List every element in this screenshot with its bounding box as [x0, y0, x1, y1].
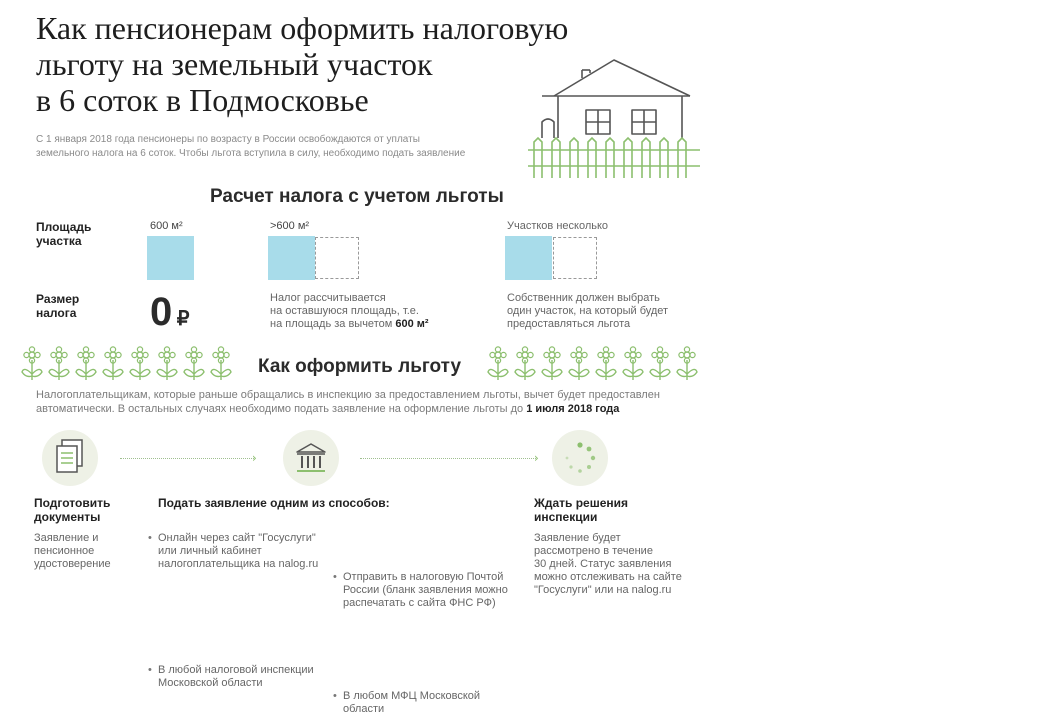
flow-connector-1	[120, 458, 254, 459]
col2-extra-area-dashed	[315, 237, 359, 279]
col2-area: >600 м²	[270, 220, 310, 232]
how-intro-line-2	[36, 402, 696, 416]
option-inspection-line-2: Московской области	[158, 677, 263, 689]
step3-text-line-2: рассмотрено в течение	[534, 545, 653, 557]
step1-title-line-2: документы	[34, 510, 101, 524]
col3-plot-square	[505, 236, 552, 280]
tax-label	[36, 292, 79, 320]
documents-icon	[54, 438, 86, 478]
col2-text-prefix: на площадь за вычетом	[270, 318, 396, 330]
option-post-line-3: распечатать с сайта ФНС РФ)	[343, 597, 496, 609]
step3-text-line-1: Заявление будет	[534, 532, 621, 544]
area-label-line-1: Площадь	[36, 220, 92, 234]
step1-title	[34, 496, 110, 524]
tax-zero-value: 0	[150, 290, 173, 334]
step2-option-inspection	[148, 664, 862, 690]
step3-title-line-1: Ждать решения	[534, 496, 629, 510]
how-section-title: Как оформить льготу	[258, 356, 462, 377]
col1-plot-square	[147, 236, 194, 280]
step3-text	[534, 532, 682, 597]
ruble-sign: ₽	[176, 308, 190, 330]
col2-text-line-2: на оставшуюся площадь, т.е.	[270, 305, 419, 317]
col3-text-line-2: один участок, на который будет	[507, 305, 669, 317]
flow-connector-2	[360, 458, 536, 459]
step3-title-line-2: инспекции	[534, 510, 598, 524]
col2-text-line-1: Налог рассчитывается	[270, 292, 386, 304]
arrow-right-icon: ›	[252, 451, 257, 465]
flower-icon	[20, 346, 236, 382]
option-post-line-1: • Отправить в налоговую Почтой	[343, 571, 504, 583]
flower-icon	[486, 346, 702, 382]
title-line-1: Как пенсионерам оформить налоговую	[36, 10, 569, 46]
step2-option-mfc	[333, 690, 1047, 716]
lead-line-1: С 1 января 2018 года пенсионеры по возрасту в России освобождаются от уплаты	[36, 134, 420, 145]
option-mfc-line-1: • В любом МФЦ Московской	[343, 690, 481, 702]
area-label	[36, 220, 91, 248]
option-online-line-1: • Онлайн через сайт "Госуслуги"	[158, 532, 316, 544]
step2-option-post	[333, 571, 1047, 610]
how-intro-text	[36, 388, 696, 416]
col1-tax	[150, 292, 189, 332]
col3-text-line-3: предоставляться льгота	[507, 318, 631, 330]
option-online-line-2: или личный кабинет	[158, 545, 262, 557]
col3-text-line-1: Собственник должен выбрать	[507, 292, 660, 304]
house-with-fence-icon	[522, 58, 700, 178]
step1-title-line-1: Подготовить	[34, 496, 111, 510]
lead-line-2: земельного налога на 6 соток. Чтобы льгота вступила в силу, необходимо подать заявление	[36, 148, 466, 159]
option-online-line-3: налогоплательщика на nalog.ru	[158, 558, 319, 570]
step3-text-line-5: "Госуслуги" или на nalog.ru	[534, 584, 672, 596]
col3-second-plot-dashed	[553, 237, 597, 279]
how-intro-line-1: Налогоплательщикам, которые раньше обращались в инспекцию за предоставлением льготы, вычет будет предоставлен	[36, 389, 660, 401]
col2-text-bold: 600 м²	[395, 318, 429, 330]
option-post-line-2: России (бланк заявления можно	[343, 584, 508, 596]
col3-text	[507, 292, 707, 331]
step1-text-line-2: пенсионное	[34, 545, 95, 557]
col3-area: Участков несколько	[507, 220, 609, 232]
col1-area: 600 м²	[150, 220, 183, 232]
col2-plot-square	[268, 236, 315, 280]
area-label-line-2: участка	[36, 234, 82, 248]
tax-label-line-2: налога	[36, 306, 77, 320]
tax-office-building-icon	[295, 442, 327, 474]
title-line-2: льготу на земельный участок	[36, 46, 433, 82]
tax-label-line-1: Размер	[36, 292, 80, 306]
step3-title	[534, 496, 628, 524]
col2-text	[270, 292, 470, 331]
how-intro-prefix: автоматически. В остальных случаях необходимо подать заявление на оформление льготы до	[36, 403, 527, 415]
step3-text-line-4: можно отслеживать на сайте	[534, 571, 682, 583]
step2-option-online	[148, 532, 862, 571]
title-line-3: в 6 соток в Подмосковье	[36, 82, 369, 118]
loading-spinner-icon	[562, 440, 598, 476]
step1-text-line-3: удостоверение	[34, 558, 111, 570]
step2-title: Подать заявление одним из способов:	[158, 496, 390, 510]
option-inspection-line-1: • В любой налоговой инспекции	[158, 664, 314, 676]
how-intro-deadline: 1 июля 2018 года	[526, 403, 620, 415]
step1-text	[34, 532, 111, 571]
calc-section-title: Расчет налога с учетом льготы	[210, 186, 504, 207]
step1-text-line-1: Заявление и	[34, 532, 99, 544]
arrow-right-icon: ›	[534, 451, 539, 465]
col2-text-line-3	[270, 318, 470, 331]
lead-text	[36, 133, 526, 161]
option-mfc-line-2: области	[343, 703, 385, 715]
step3-text-line-3: 30 дней. Статус заявления	[534, 558, 672, 570]
